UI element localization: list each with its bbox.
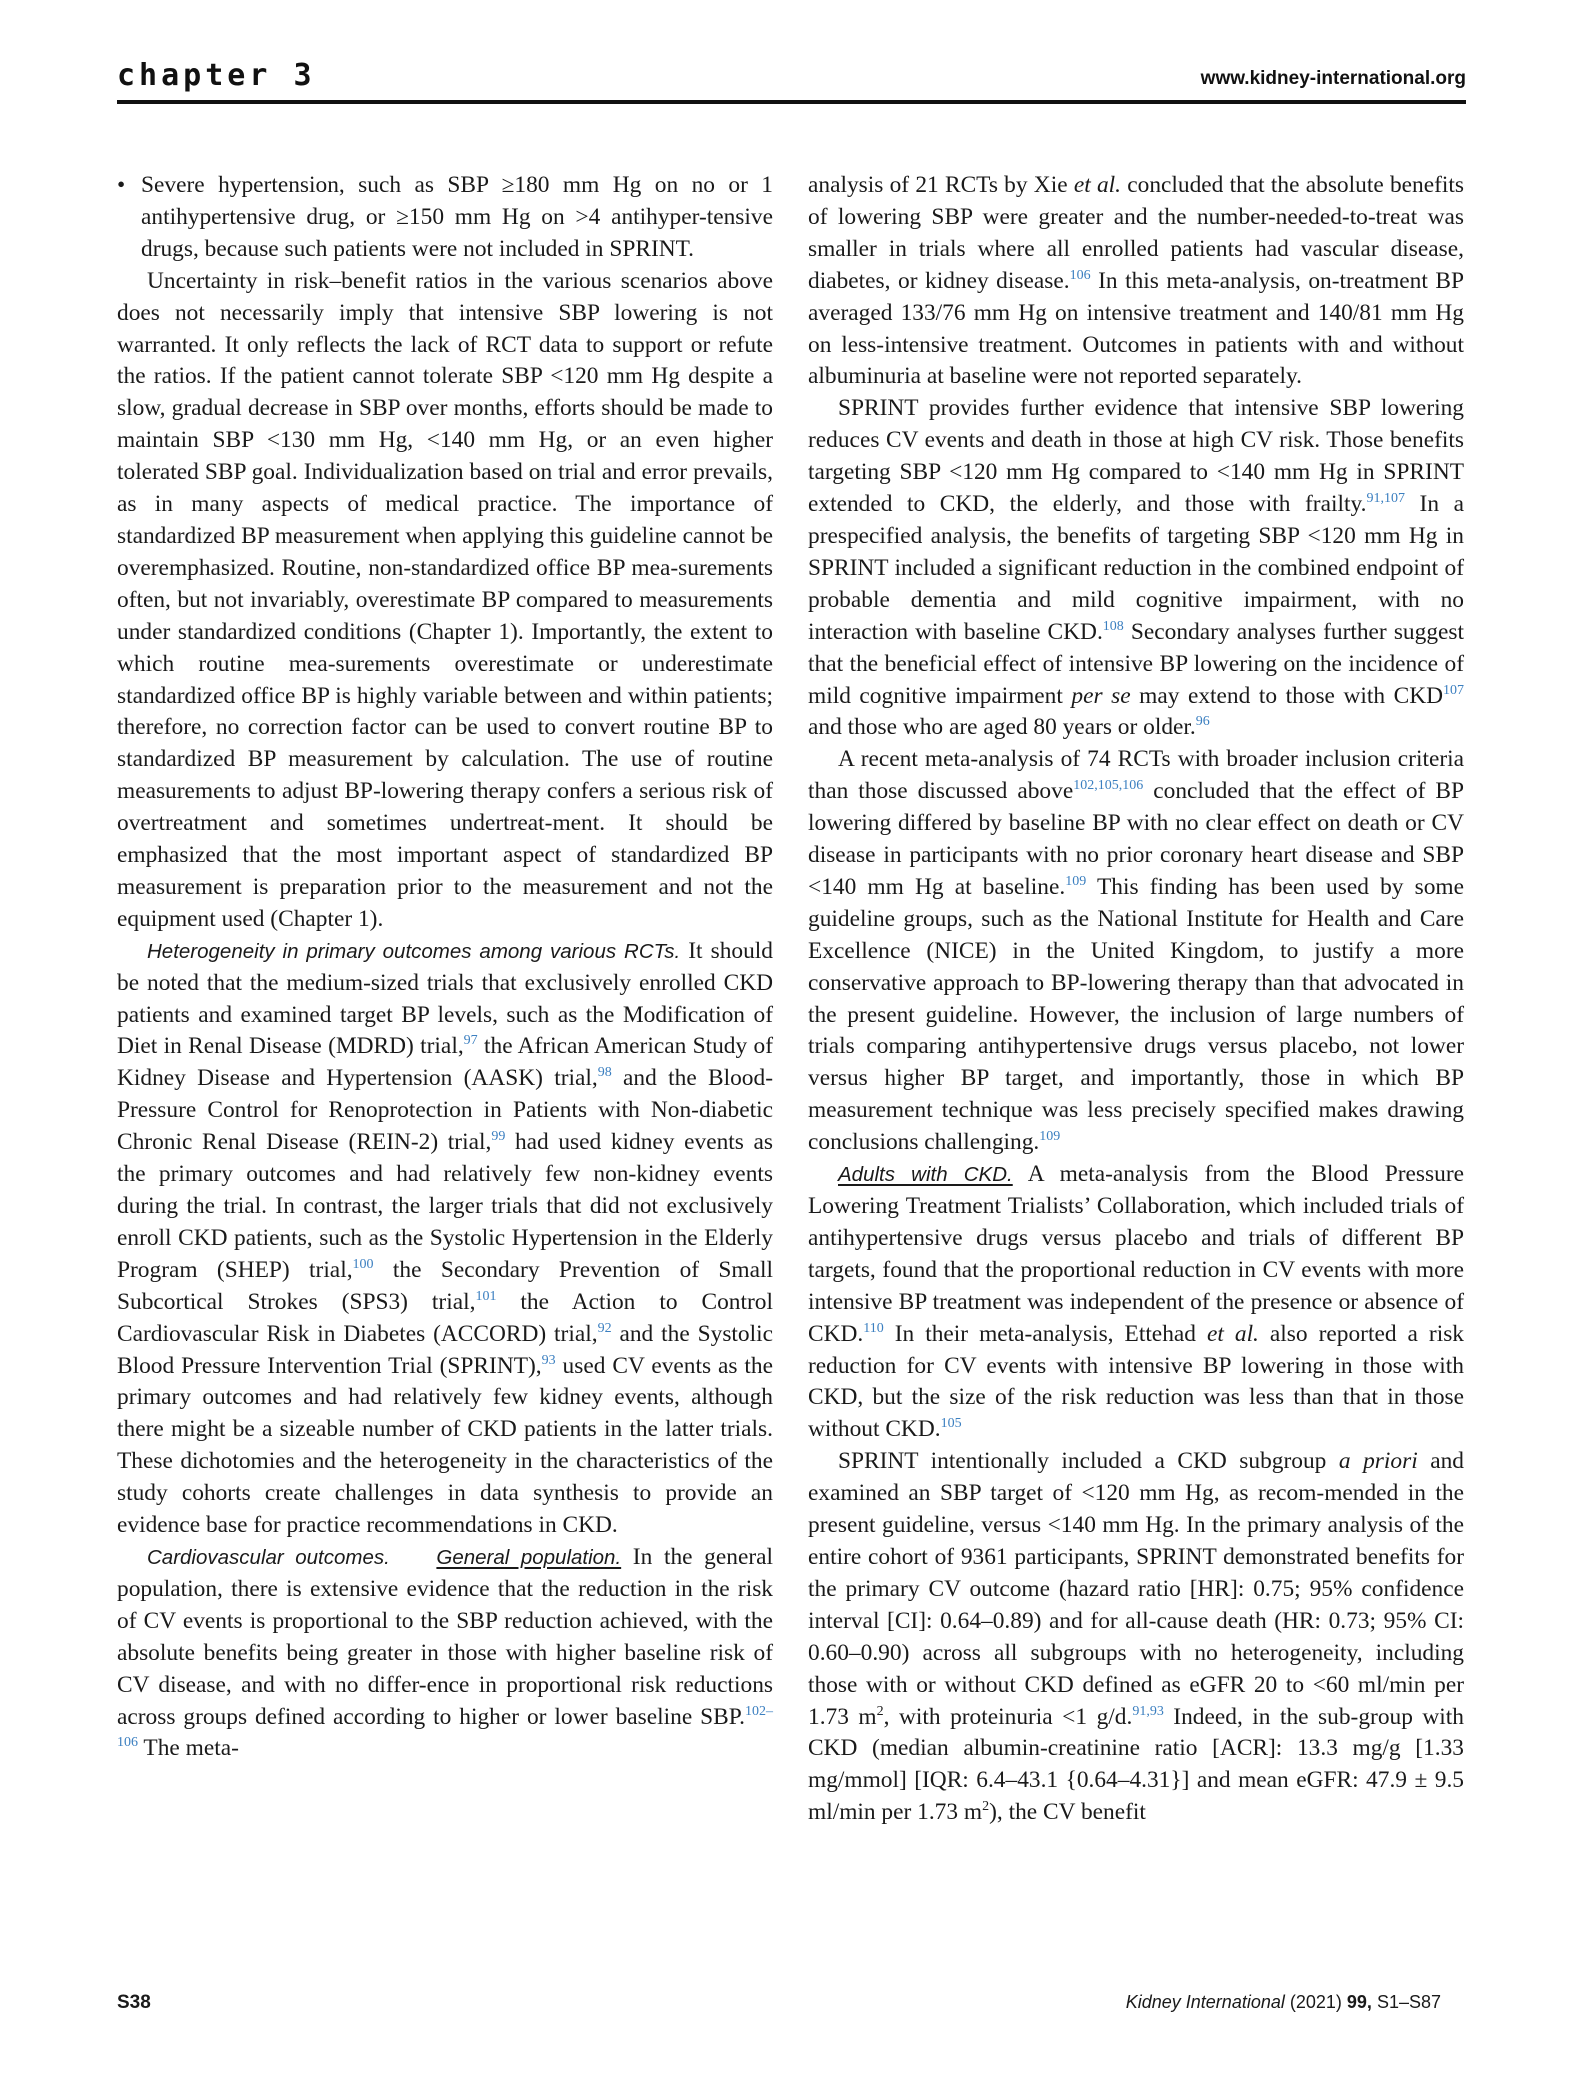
journal-year: (2021) <box>1284 1992 1347 2012</box>
citation-ref[interactable]: 102–106 <box>117 1703 773 1751</box>
italic-et-al: et al. <box>1073 172 1121 198</box>
paragraph-adults-ckd <box>808 1159 1464 1446</box>
citation-ref[interactable]: 100 <box>352 1257 374 1273</box>
text-span: the Secondary Prevention of Small Subcortical Strokes (SPS3) trial, <box>117 1256 773 1315</box>
text-span: A recent meta-analysis of 74 RCTs with broader inclusion criteria than those discussed above <box>808 746 1464 805</box>
citation-ref[interactable]: 97 <box>463 1033 478 1049</box>
text-span: and the Systolic Blood Pressure Intervention Trial (SPRINT), <box>117 1320 773 1379</box>
citation-ref[interactable]: 92 <box>597 1320 612 1336</box>
text-span: and examined an SBP target of <120 mm Hg, as recom-mended in the present guideline, versus <140 mm Hg. In the primary analysis of the entire cohort of 9361 participants, SPRINT demonstrated benefits for the primary CV outcome (hazard ratio [HR]: 0.75; 95% confidence interval [CI]: 0.64–0.89) and for all-cause death (HR: 0.73; 95% CI: 0.60–0.90) across all subgroups with no heterogeneity, including those with or without CKD defined as eGFR 20 to <60 ml/min per 1.73 m <box>808 1448 1464 1730</box>
text-span: may extend to those with CKD <box>1130 682 1443 709</box>
citation-ref[interactable]: 105 <box>940 1416 962 1432</box>
text-span: also reported a risk reduction for CV events with intensive BP lowering in those with CKD, but the size of the risk reduction was less than that in those without CKD. <box>808 1320 1465 1443</box>
text-span: the African American Study of Kidney Disease and Hypertension (AASK) trial, <box>117 1033 774 1092</box>
text-span: SPRINT intentionally included a CKD subgroup <box>838 1448 1339 1475</box>
subheading-adults-ckd: Adults with CKD. <box>838 1163 1013 1187</box>
bullet-symbol: • <box>117 172 126 198</box>
journal-volume: 99, <box>1346 1992 1372 2012</box>
citation-ref[interactable]: 98 <box>597 1065 612 1081</box>
paragraph-continued <box>808 170 1464 393</box>
text-span: concluded that the absolute benefits of lowering SBP were greater and the number-needed-to-treat was smaller in trials where all enrolled patients had vascular disease, diabetes, or kidney disease. <box>808 172 1464 294</box>
citation-ref[interactable]: 102,105,106 <box>1073 778 1144 794</box>
paragraph-heterogeneity <box>117 936 773 1542</box>
runin-heading-heterogeneity: Heterogeneity in primary outcomes among various RCTs. <box>147 939 681 963</box>
text-span: concluded that the effect of BP lowering differed by baseline BP with no clear effect on death or CV disease in participants with no prior coronary heart disease and SBP <140 mm Hg at baseline. <box>808 778 1464 900</box>
website-url: www.kidney-international.org <box>1200 68 1466 89</box>
text-span: In the general population, there is extensive evidence that the reduction in the risk of CV events is proportional to the SBP reduction achieved, with the absolute benefits being greater in those with higher baseline risk of CV disease, and with no differ-ence in proportional risk reductions across groups defined according to higher or lower baseline SBP. <box>117 1543 773 1730</box>
text-span: Indeed, in the sub-group with CKD (median albumin-creatinine ratio [ACR]: 13.3 mg/g [1.33 mg/mmol] [IQR: 6.4–43.1 {0.64–4.31}] and mean eGFR: 47.9 ± 9.5 ml/min per 1.73 m <box>808 1703 1464 1826</box>
paragraph-sprint-evidence <box>808 393 1464 744</box>
subheading-general-population: General population. <box>436 1545 622 1569</box>
text-span: and the Blood-Pressure Control for Renoprotection in Patients with Non-diabetic Chronic Renal Disease (REIN-2) trial, <box>117 1065 773 1156</box>
text-span: In this meta-analysis, on-treatment BP averaged 133/76 mm Hg on intensive treatment and 140/81 mm Hg on less-intensive treatment. Outcomes in patients with and without albuminuria at baseline were not reported separately. <box>808 267 1464 390</box>
right-column <box>808 170 1464 1829</box>
text-span: used CV events as the primary outcomes and had relatively few kidney events, although there might be a sizeable number of CKD patients in the latter trials. These dichotomies and the heterogeneity in the characteristics of the study cohorts create challenges in data synthesis to provide an evidence base for practice recommendations in CKD. <box>117 1352 773 1539</box>
text-span: had used kidney events as the primary outcomes and had relatively few non-kidney events during the trial. In contrast, the larger trials that did not exclusively enroll CKD patients, such as the Systolic Hypertension in the Elderly Program (SHEP) trial, <box>117 1129 773 1283</box>
left-column <box>117 170 773 1765</box>
citation-ref[interactable]: 110 <box>863 1320 884 1336</box>
citation-ref[interactable]: 109 <box>1065 874 1087 890</box>
citation-ref[interactable]: 106 <box>1069 267 1091 283</box>
text-span: The meta- <box>138 1735 239 1762</box>
text-span: In a prespecified analysis, the benefits of targeting SBP <120 mm Hg in SPRINT included a significant reduction in the combined endpoint of probable dementia and mild cognitive impairment, with no interaction with baseline CKD. <box>808 491 1464 645</box>
paragraph-cardiovascular <box>117 1542 773 1765</box>
text-span: analysis of 21 RCTs by Xie <box>808 172 1074 198</box>
text-span: SPRINT provides further evidence that intensive SBP lowering reduces CV events and death in those at high CV risk. Those benefits targeting SBP <120 mm Hg compared to <140 mm Hg in SPRINT extended to CKD, the elderly, and those with frailty. <box>808 395 1464 518</box>
text-span: Secondary analyses further suggest that the beneficial effect of intensive BP lowering on the incidence of mild cognitive impairment <box>808 618 1464 709</box>
paragraph-meta-analysis-74 <box>808 744 1464 1159</box>
text-span: , with proteinuria <1 g/d. <box>883 1703 1133 1730</box>
citation-ref[interactable]: 101 <box>475 1288 497 1304</box>
citation-ref[interactable]: 91,107 <box>1366 491 1405 507</box>
citation-ref[interactable]: 99 <box>491 1129 506 1145</box>
text-span: the Action to Control Cardiovascular Risk in Diabetes (ACCORD) trial, <box>117 1288 773 1347</box>
journal-pages: S1–S87 <box>1371 1992 1441 2012</box>
bullet-item <box>117 170 773 266</box>
runin-heading-cardiovascular: Cardiovascular outcomes. <box>147 1545 390 1569</box>
page-number: S38 <box>117 1992 151 2013</box>
citation-ref[interactable]: 108 <box>1102 618 1124 634</box>
text-span: In their meta-analysis, Ettehad <box>883 1320 1207 1347</box>
citation-ref[interactable]: 91,93 <box>1132 1703 1164 1719</box>
text-span: and those who are aged 80 years or older. <box>808 714 1196 741</box>
journal-citation <box>1126 1992 1441 2013</box>
italic-a-priori: a priori <box>1338 1448 1418 1475</box>
italic-et-al: et al. <box>1206 1320 1259 1347</box>
text-span: ), the CV benefit <box>989 1799 1146 1826</box>
superscript-squared: 2 <box>876 1703 884 1719</box>
citation-ref[interactable]: 107 <box>1443 682 1464 698</box>
chapter-label: chapter 3 <box>117 58 316 93</box>
text-span: A meta-analysis from the Blood Pressure Lowering Treatment Trialists’ Collaboration, which included trials of antihypertensive drugs versus placebo and trials of different BP targets, found that the proportional reduction in CV events with more intensive BP treatment was independent of the presence or absence of CKD. <box>808 1161 1464 1347</box>
text-span: This finding has been used by some guideline groups, such as the National Institute for Health and Care Excellence (NICE) in the United Kingdom, to justify a more conservative approach to BP-lowering therapy than that advocated in the present guideline. However, the inclusion of large numbers of trials comparing antihypertensive drugs versus placebo, not lower versus higher BP target, and importantly, those in which BP measurement technique was less precisely specified makes drawing conclusions challenging. <box>808 873 1464 1156</box>
page-header <box>117 58 1466 104</box>
bullet-text: Severe hypertension, such as SBP ≥180 mm Hg on no or 1 antihypertensive drug, or ≥150 mm Hg on >4 antihyper-tensive drugs, because such patients were not included in SPRINT. <box>141 172 773 262</box>
citation-ref[interactable]: 96 <box>1195 714 1210 730</box>
citation-ref[interactable]: 109 <box>1039 1129 1061 1145</box>
journal-name: Kidney International <box>1125 1992 1285 2012</box>
superscript-squared: 2 <box>982 1799 990 1815</box>
text-span: It should be noted that the medium-sized trials that exclusively enrolled CKD patients and examined target BP levels, such as the Modification of Diet in Renal Disease (MDRD) trial, <box>117 937 773 1060</box>
paragraph-sprint-ckd <box>808 1446 1464 1829</box>
paragraph-uncertainty: Uncertainty in risk–benefit ratios in the various scenarios above does not necessarily imply that intensive SBP lowering is not warranted. It only reflects the lack of RCT data to support or refute the ratios. If the patient cannot tolerate SBP <120 mm Hg despite a slow, gradual decrease in SBP over months, efforts should be made to maintain SBP <130 mm Hg, <140 mm Hg, or an even higher tolerated SBP goal. Individualization based on trial and error prevails, as in many aspects of medical practice. The importance of standardized BP measurement when applying this guideline cannot be overemphasized. Routine, non-standardized office BP mea-surements often, but not invariably, overestimate BP compared to measurements under standardized conditions (Chapter 1). Importantly, the extent to which routine mea-surements overestimate or underestimate standardized office BP is highly variable between and within patients; therefore, no correction factor can be used to convert routine BP to standardized BP measurement by calculation. The use of routine measurements to adjust BP-lowering therapy confers a serious risk of overtreatment and sometimes undertreat-ment. It should be emphasized that the most important aspect of standardized BP measurement is preparation prior to the measurement and not the equipment used (Chapter 1). <box>117 267 773 932</box>
italic-per-se: per se <box>1071 682 1131 709</box>
citation-ref[interactable]: 93 <box>541 1352 556 1368</box>
